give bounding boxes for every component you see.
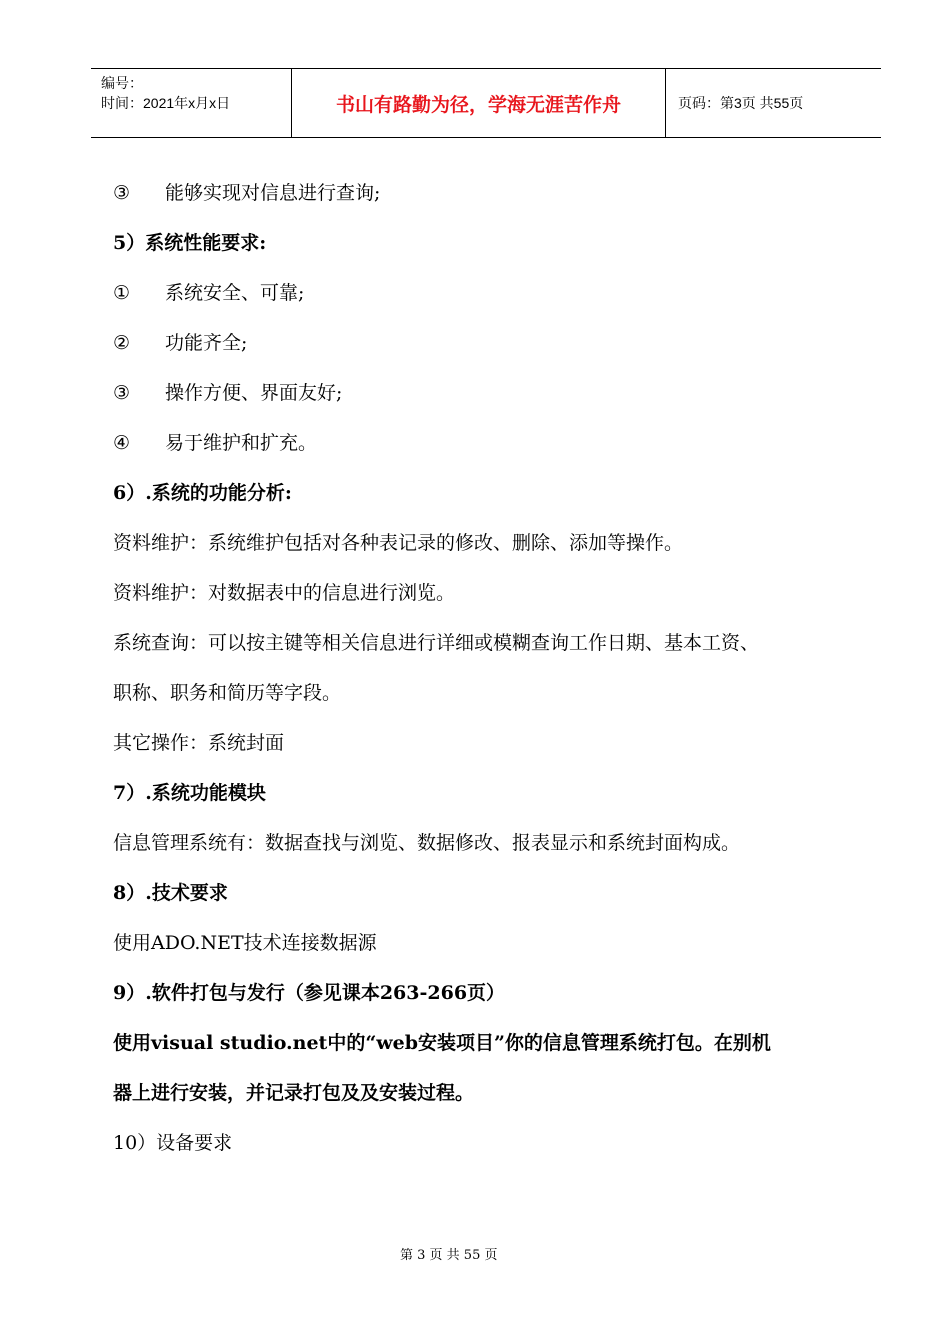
line-text: 系统安全、可靠; bbox=[165, 282, 305, 304]
list-number: ③ bbox=[113, 182, 131, 204]
line-text: 使用visual studio.net中的“web安装项目”你的信息管理系统打包。在别机 bbox=[113, 1032, 771, 1054]
line-text: 5）系统性能要求: bbox=[113, 232, 267, 254]
line-text: 资料维护：对数据表中的信息进行浏览。 bbox=[113, 582, 456, 604]
line-text: 资料维护：系统维护包括对各种表记录的修改、删除、添加等操作。 bbox=[113, 532, 684, 554]
line-text: 易于维护和扩充。 bbox=[165, 432, 318, 454]
section-heading bbox=[113, 468, 883, 518]
document-body bbox=[113, 168, 883, 1168]
list-number: ④ bbox=[113, 432, 131, 454]
line-text: 8）.技术要求 bbox=[113, 882, 228, 904]
line-text: 职称、职务和简历等字段。 bbox=[113, 682, 342, 704]
section-heading bbox=[113, 1018, 883, 1068]
section-heading bbox=[113, 968, 883, 1018]
paragraph-line bbox=[113, 368, 883, 418]
paragraph-line bbox=[113, 168, 883, 218]
paragraph-line bbox=[113, 718, 883, 768]
list-number: ① bbox=[113, 282, 131, 304]
section-heading bbox=[113, 1068, 883, 1118]
line-text: 9）.软件打包与发行（参见课本263-266页） bbox=[113, 982, 506, 1004]
line-text: 信息管理系统有：数据查找与浏览、数据修改、报表显示和系统封面构成。 bbox=[113, 832, 741, 854]
line-text: 7）.系统功能模块 bbox=[113, 782, 266, 804]
paragraph-line bbox=[113, 1118, 883, 1168]
header-date: 时间：2021年x月x日 bbox=[101, 95, 231, 111]
paragraph-line bbox=[113, 918, 883, 968]
section-heading bbox=[113, 868, 883, 918]
paragraph-line bbox=[113, 318, 883, 368]
paragraph-line bbox=[113, 618, 883, 668]
paragraph-line bbox=[113, 518, 883, 568]
page-header bbox=[91, 68, 881, 138]
section-heading bbox=[113, 768, 883, 818]
paragraph-line bbox=[113, 818, 883, 868]
header-meta bbox=[91, 69, 292, 137]
line-text: 6）.系统的功能分析: bbox=[113, 482, 292, 504]
paragraph-line bbox=[113, 268, 883, 318]
line-text: 器上进行安装，并记录打包及及安装过程。 bbox=[113, 1082, 475, 1104]
paragraph-line bbox=[113, 568, 883, 618]
line-text: 其它操作：系统封面 bbox=[113, 732, 285, 754]
section-heading bbox=[113, 218, 883, 268]
header-page-number: 页码：第3页 共55页 bbox=[678, 95, 804, 111]
paragraph-line bbox=[113, 668, 883, 718]
list-number: ③ bbox=[113, 382, 131, 404]
header-serial: 编号： bbox=[101, 75, 143, 91]
list-number: ② bbox=[113, 332, 131, 354]
line-text: 使用ADO.NET技术连接数据源 bbox=[113, 932, 377, 954]
paragraph-line bbox=[113, 418, 883, 468]
header-motto: 书山有路勤为径，学海无涯苦作舟 bbox=[292, 69, 666, 137]
line-text: 操作方便、界面友好; bbox=[165, 382, 343, 404]
line-text: 能够实现对信息进行查询; bbox=[165, 182, 381, 204]
page-footer: 第 3 页 共 55 页 bbox=[400, 1248, 498, 1263]
line-text: 功能齐全; bbox=[165, 332, 248, 354]
line-text: 系统查询：可以按主键等相关信息进行详细或模糊查询工作日期、基本工资、 bbox=[113, 632, 760, 654]
line-text: 10）设备要求 bbox=[113, 1132, 233, 1154]
